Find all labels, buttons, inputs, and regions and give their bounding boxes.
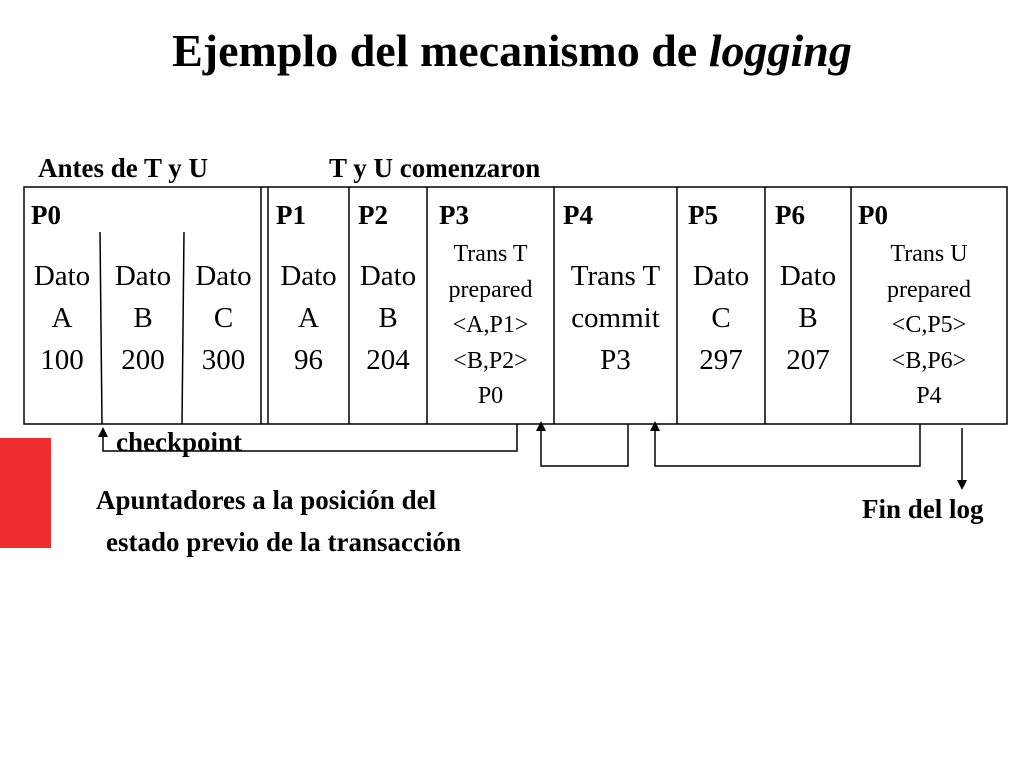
log-cell-dato-b-new <box>349 255 427 381</box>
log-cell-dato-a-new <box>268 255 349 381</box>
title-text: Ejemplo del mecanismo de <box>172 25 709 76</box>
arrowhead-icon <box>98 427 108 437</box>
cell-line: C <box>213 302 234 334</box>
cell-divider <box>100 232 102 424</box>
cell-line: Dato <box>195 260 252 292</box>
arrowhead-icon <box>957 480 967 490</box>
position-label: P4 <box>563 200 593 230</box>
log-cell-trans-t-commit <box>554 255 677 381</box>
cell-line: B <box>133 302 153 334</box>
cell-divider <box>182 232 184 424</box>
cell-line: prepared <box>448 276 533 303</box>
log-cell-dato-a <box>24 255 100 381</box>
cell-line: 297 <box>699 344 743 376</box>
end-of-log-label: Fin del log <box>862 494 984 524</box>
cell-line: <A,P1> <box>452 312 529 338</box>
log-cell-dato-c <box>186 255 261 381</box>
cell-line: Dato <box>359 260 417 292</box>
log-cell-dato-c-new <box>677 255 765 381</box>
position-label: P0 <box>31 200 61 230</box>
pointer-line-u-to-p4 <box>655 424 920 466</box>
cell-line: 100 <box>40 344 84 376</box>
cell-line: P0 <box>477 383 504 409</box>
log-cell-dato-b-newer <box>765 255 851 381</box>
cell-line: commit <box>571 302 660 334</box>
cell-line: Trans U <box>890 241 968 267</box>
cell-line: 200 <box>121 344 165 376</box>
cell-line: <B,P2> <box>453 347 528 374</box>
log-cell-trans-t-prepared <box>427 237 554 415</box>
position-label: P2 <box>358 200 388 230</box>
cell-line: <C,P5> <box>891 312 967 338</box>
cell-line: A <box>51 302 73 334</box>
position-label: P1 <box>276 200 306 230</box>
cell-line: P4 <box>916 383 942 409</box>
checkpoint-label: checkpoint <box>116 427 243 457</box>
pointers-caption-line1: Apuntadores a la posición del <box>96 485 437 515</box>
position-label: P0 <box>858 200 888 230</box>
cell-line: Dato <box>280 260 337 292</box>
cell-line: Dato <box>114 260 172 292</box>
cell-line: Dato <box>779 260 837 292</box>
arrowhead-icon <box>650 421 660 431</box>
label-started: T y U comenzaron <box>329 153 541 183</box>
cell-line: B <box>378 302 398 334</box>
position-label: P6 <box>775 200 805 230</box>
position-label: P5 <box>688 200 718 230</box>
cell-line: prepared <box>887 276 971 303</box>
pointer-line-p4-to-p3 <box>541 424 628 466</box>
cell-line: 204 <box>366 344 410 376</box>
cell-line: 300 <box>201 344 246 376</box>
title-emphasis: logging <box>708 25 852 76</box>
arrowhead-icon <box>536 421 546 431</box>
cell-line: Trans T <box>453 241 528 267</box>
cell-line: 96 <box>294 344 323 376</box>
label-before: Antes de T y U <box>38 153 209 183</box>
cell-line: Dato <box>692 260 750 292</box>
position-label: P3 <box>439 200 469 230</box>
pointers-caption-line2: estado previo de la transacción <box>106 527 461 557</box>
cell-line: B <box>798 302 818 334</box>
log-cell-trans-u-prepared <box>851 237 1007 415</box>
cell-line: C <box>711 302 731 334</box>
cell-line: A <box>298 302 319 334</box>
cell-line: 207 <box>786 344 830 376</box>
cell-line: <B,P6> <box>891 347 967 374</box>
cell-line: P3 <box>600 344 631 376</box>
cell-line: Trans T <box>570 260 661 292</box>
log-cell-dato-b <box>104 255 182 381</box>
cell-line: Dato <box>33 260 91 292</box>
